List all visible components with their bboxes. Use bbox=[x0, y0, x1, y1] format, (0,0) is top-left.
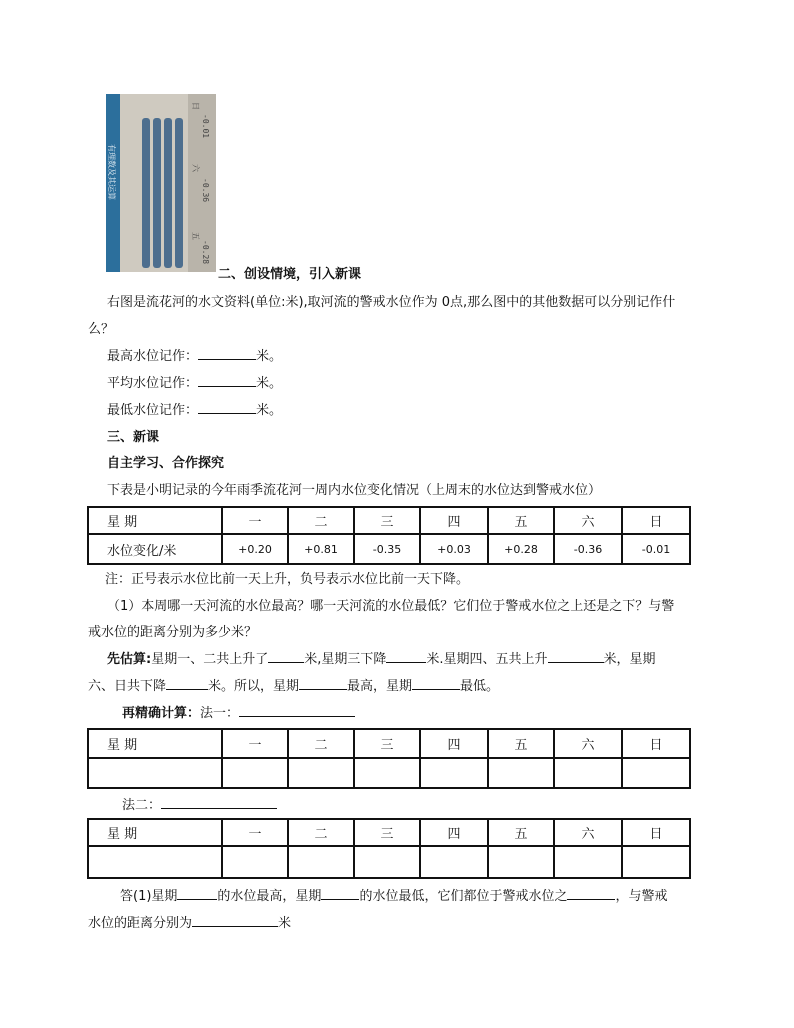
estimate-blank-4[interactable] bbox=[166, 677, 208, 690]
table-header-cell: 六 bbox=[554, 507, 622, 534]
table-row-label: 水位变化/米 bbox=[88, 534, 222, 564]
answer-line2 bbox=[88, 912, 291, 931]
estimate-text: 米,星期三下降 bbox=[304, 652, 387, 667]
estimate-line1 bbox=[107, 648, 656, 667]
table-header-cell: 四 bbox=[420, 729, 488, 758]
table-empty-cell[interactable] bbox=[222, 846, 288, 878]
table-header-cell: 星 期 bbox=[88, 507, 222, 534]
table-empty-cell[interactable] bbox=[88, 758, 222, 788]
table-header-cell: 星 期 bbox=[88, 819, 222, 846]
highest-level-line bbox=[107, 345, 282, 364]
method1-label: 法一： bbox=[200, 706, 240, 721]
answer-text: 的水位最高，星期 bbox=[217, 889, 322, 904]
average-level-unit: 米。 bbox=[256, 376, 283, 391]
precise-line bbox=[122, 702, 355, 721]
estimate-text: 星期一、二共上升了 bbox=[151, 652, 269, 667]
table-header-cell: 四 bbox=[420, 819, 488, 846]
estimate-text: 米，星期 bbox=[603, 652, 656, 667]
answer-text: 米 bbox=[278, 916, 292, 931]
method2-table bbox=[87, 818, 691, 879]
method1-blank[interactable] bbox=[239, 704, 355, 717]
photo-value-sun: -0.01 bbox=[201, 114, 210, 139]
estimate-text: 最低。 bbox=[460, 679, 500, 694]
photo-water-gauges bbox=[142, 118, 186, 268]
table-header-cell: 星 期 bbox=[88, 729, 222, 758]
textbook-photo bbox=[106, 94, 216, 272]
photo-value-fri: -0.28 bbox=[201, 240, 210, 265]
method2-label: 法二： bbox=[122, 798, 162, 813]
method2-line bbox=[122, 794, 277, 813]
table-header-cell: 一 bbox=[222, 507, 288, 534]
table-empty-cell[interactable] bbox=[554, 846, 622, 878]
table-header-cell: 日 bbox=[622, 819, 690, 846]
photo-col-label-sat: 六 bbox=[191, 164, 200, 172]
table-header-cell: 五 bbox=[488, 729, 554, 758]
estimate-blank-5[interactable] bbox=[299, 677, 347, 690]
section2-heading: 二、创设情境，引入新课 bbox=[218, 267, 362, 282]
photo-col-label-fri: 五 bbox=[191, 232, 200, 240]
method2-blank[interactable] bbox=[161, 796, 277, 809]
table-cell: +0.28 bbox=[488, 534, 554, 564]
table-cell: +0.81 bbox=[288, 534, 354, 564]
table-header-cell: 日 bbox=[622, 507, 690, 534]
table-header-cell: 三 bbox=[354, 729, 420, 758]
answer-text: 水位的距离分别为 bbox=[88, 916, 193, 931]
table-row bbox=[88, 846, 690, 878]
table-cell: -0.01 bbox=[622, 534, 690, 564]
table-header-cell: 一 bbox=[222, 819, 288, 846]
question-1-line1: （1）本周哪一天河流的水位最高？哪一天河流的水位最低？它们位于警戒水位之上还是之下？与警 bbox=[107, 599, 675, 614]
highest-level-blank[interactable] bbox=[198, 347, 256, 360]
estimate-text: 六、日共下降 bbox=[88, 679, 167, 694]
table-header-cell: 二 bbox=[288, 729, 354, 758]
table-header-cell: 日 bbox=[622, 729, 690, 758]
table-header-cell: 三 bbox=[354, 507, 420, 534]
answer-blank-1[interactable] bbox=[177, 887, 217, 900]
estimate-text: 米.星期四、五共上升 bbox=[426, 652, 548, 667]
table-empty-cell[interactable] bbox=[488, 846, 554, 878]
answer-text: 答(1)星期 bbox=[120, 889, 178, 904]
photo-value-sat: -0.36 bbox=[201, 178, 210, 203]
estimate-blank-1[interactable] bbox=[268, 650, 304, 663]
estimate-label: 先估算: bbox=[107, 652, 152, 667]
estimate-text: 最高，星期 bbox=[347, 679, 413, 694]
answer-blank-3[interactable] bbox=[567, 887, 615, 900]
table-header-cell: 一 bbox=[222, 729, 288, 758]
lowest-level-label: 最低水位记作： bbox=[107, 403, 199, 418]
table-cell: +0.20 bbox=[222, 534, 288, 564]
table-empty-cell[interactable] bbox=[420, 758, 488, 788]
table-empty-cell[interactable] bbox=[622, 758, 690, 788]
average-level-blank[interactable] bbox=[198, 374, 256, 387]
average-level-line bbox=[107, 372, 282, 391]
intro-text-line2: 么？ bbox=[88, 322, 115, 337]
estimate-text: 米。所以，星期 bbox=[208, 679, 300, 694]
table-row bbox=[88, 534, 690, 564]
estimate-blank-3[interactable] bbox=[548, 650, 604, 663]
sub-heading: 自主学习、合作探究 bbox=[107, 456, 225, 471]
highest-level-label: 最高水位记作： bbox=[107, 349, 199, 364]
method1-table bbox=[87, 728, 691, 789]
table-empty-cell[interactable] bbox=[420, 846, 488, 878]
table-empty-cell[interactable] bbox=[288, 758, 354, 788]
table-header-row bbox=[88, 507, 690, 534]
table-header-row bbox=[88, 819, 690, 846]
table-header-cell: 二 bbox=[288, 507, 354, 534]
table-empty-cell[interactable] bbox=[88, 846, 222, 878]
table-empty-cell[interactable] bbox=[288, 846, 354, 878]
question-1-line2: 戒水位的距离分别为多少米？ bbox=[88, 625, 258, 640]
photo-chapter-label: 有理数及其运算 bbox=[107, 144, 116, 200]
average-level-label: 平均水位记作： bbox=[107, 376, 199, 391]
answer-blank-2[interactable] bbox=[321, 887, 359, 900]
table-row bbox=[88, 758, 690, 788]
estimate-blank-2[interactable] bbox=[386, 650, 426, 663]
table-empty-cell[interactable] bbox=[554, 758, 622, 788]
table-empty-cell[interactable] bbox=[222, 758, 288, 788]
highest-level-unit: 米。 bbox=[256, 349, 283, 364]
water-level-table bbox=[87, 506, 691, 565]
answer-text: ，与警戒 bbox=[615, 889, 668, 904]
table-empty-cell[interactable] bbox=[622, 846, 690, 878]
table-cell: +0.03 bbox=[420, 534, 488, 564]
table-header-cell: 五 bbox=[488, 819, 554, 846]
estimate-blank-6[interactable] bbox=[412, 677, 460, 690]
table-header-cell: 二 bbox=[288, 819, 354, 846]
note-text: 注：正号表示水位比前一天上升，负号表示水位比前一天下降。 bbox=[105, 572, 470, 587]
table-cell: -0.36 bbox=[554, 534, 622, 564]
table-header-cell: 五 bbox=[488, 507, 554, 534]
table-empty-cell[interactable] bbox=[354, 758, 420, 788]
table-header-row bbox=[88, 729, 690, 758]
table-empty-cell[interactable] bbox=[354, 846, 420, 878]
table-cell: -0.35 bbox=[354, 534, 420, 564]
table-intro: 下表是小明记录的今年雨季流花河一周内水位变化情况（上周末的水位达到警戒水位） bbox=[107, 483, 602, 498]
precise-label: 再精确计算： bbox=[122, 706, 201, 721]
table-header-cell: 六 bbox=[554, 729, 622, 758]
lowest-level-line bbox=[107, 399, 282, 418]
section3-heading: 三、新课 bbox=[107, 430, 160, 445]
estimate-line2 bbox=[88, 675, 499, 694]
answer-text: 的水位最低，它们都位于警戒水位之 bbox=[359, 889, 568, 904]
answer-line1 bbox=[120, 885, 667, 904]
intro-text-line1: 右图是流花河的水文资料(单位:米),取河流的警戒水位作为 0点,那么图中的其他数据可以分别记作什 bbox=[107, 295, 676, 310]
table-header-cell: 三 bbox=[354, 819, 420, 846]
table-header-cell: 六 bbox=[554, 819, 622, 846]
table-empty-cell[interactable] bbox=[488, 758, 554, 788]
table-header-cell: 四 bbox=[420, 507, 488, 534]
answer-blank-4[interactable] bbox=[192, 914, 278, 927]
lowest-level-blank[interactable] bbox=[198, 401, 256, 414]
lowest-level-unit: 米。 bbox=[256, 403, 283, 418]
photo-col-label-sun: 日 bbox=[191, 102, 200, 110]
